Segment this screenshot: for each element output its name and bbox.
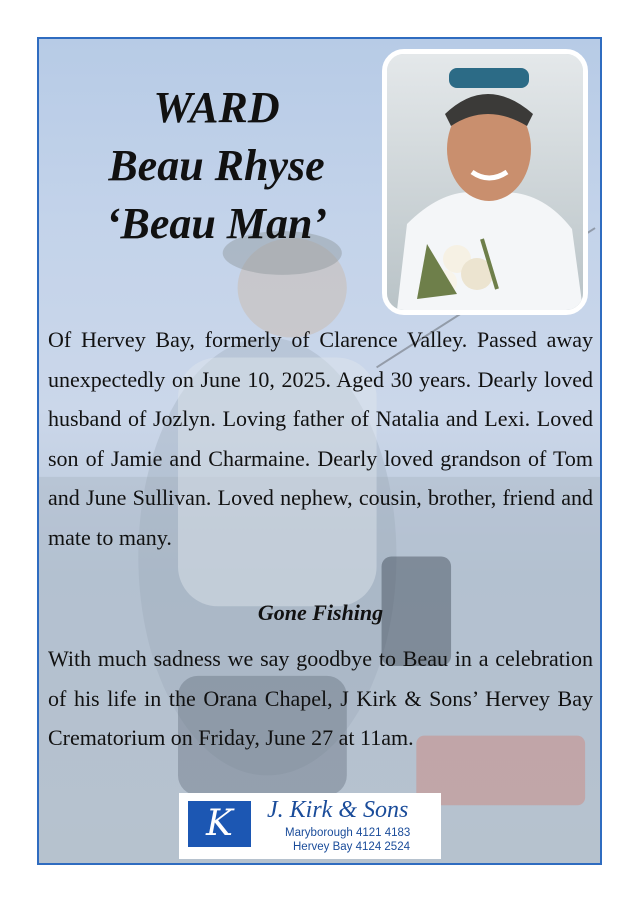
deceased-name-heading	[49, 79, 384, 253]
obituary-paragraph: Of Hervey Bay, formerly of Clarence Valley. Passed away unexpectedly on June 10, 2025. Aged 30 years. Dearly loved husband of Jozlyn. Loving father of Natalia and Lexi. Loved son of Jamie and Charmaine. Dearly loved grandson of Tom and June Sullivan. Loved nephew, cousin, brother, friend and mate to many.	[48, 327, 593, 550]
maryborough-phone: Maryborough 4121 4183	[285, 827, 411, 839]
given-names: Beau Rhyse	[108, 141, 325, 190]
gone-fishing-subheading: Gone Fishing	[257, 600, 384, 625]
kirk-monogram-icon: K	[188, 801, 251, 847]
surname: WARD	[153, 83, 280, 132]
funeral-details-paragraph: With much sadness we say goodbye to Beau in a celebration of his life in the Orana Chapel, J Kirk & Sons’ Hervey Bay Crematorium on Friday, June 27 at 11am.	[48, 646, 593, 750]
portrait-photo	[382, 49, 588, 315]
nickname: ‘Beau Man’	[105, 199, 328, 248]
hervey-bay-phone: Hervey Bay 4124 2524	[293, 841, 410, 853]
company-name: J. Kirk & Sons	[267, 797, 409, 823]
death-notice	[37, 37, 602, 865]
funeral-director-logo	[179, 793, 441, 859]
